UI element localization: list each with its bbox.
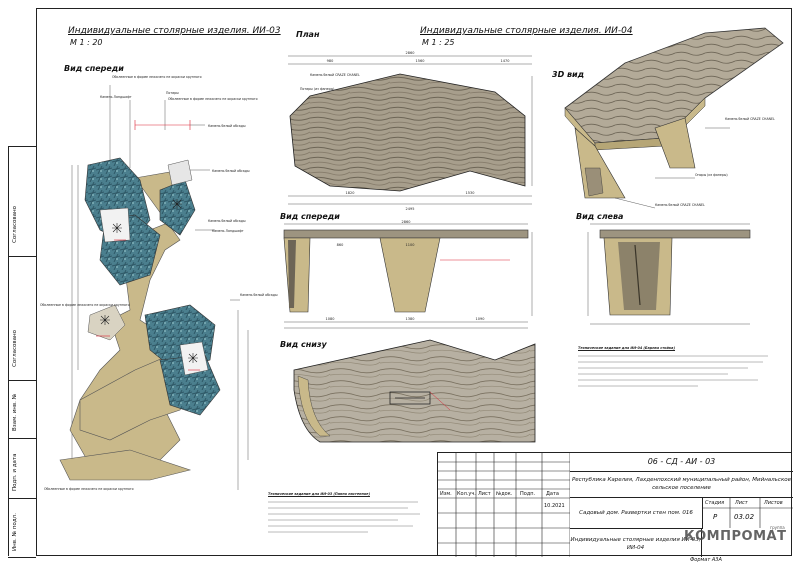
ii03-label-0: Обклеенные в форме лежачего не окраски крупного <box>112 75 202 79</box>
left-view-front-title: Вид спереди <box>64 64 124 73</box>
plan-dim-5: 1530 <box>465 191 475 195</box>
inv-vz-cell <box>8 380 36 439</box>
stage-header: Стадия <box>705 500 725 506</box>
plan-dim-3: 1470 <box>500 59 510 63</box>
inv-vz-label: Взам. инв. № <box>12 393 18 431</box>
plan-dim-4: 1820 <box>345 191 355 195</box>
title-block <box>437 452 792 556</box>
3d-label-2: Камень белый CRAZE CHANEL <box>655 203 705 207</box>
agreed-cell-2 <box>8 256 36 381</box>
ii03-notes-lines <box>268 497 428 537</box>
sheets-header: Листов <box>764 500 783 506</box>
plan-title: План <box>296 30 320 39</box>
col-izm: Изм. <box>440 491 452 497</box>
stamp-address: Республика Карелия, Лахденпохский муниципальный район, Мийнальское сельское поселение <box>570 471 793 498</box>
front-view-drawing <box>270 220 540 335</box>
front-dim-2: 1100 <box>405 243 415 247</box>
plan-label-1: Потиры (из фанеры) <box>300 87 335 91</box>
front-dim-0: 2860 <box>401 220 411 224</box>
inv-podl-cell <box>8 498 36 558</box>
inv-podl-label: Инв. № подл. <box>12 513 18 551</box>
ii03-label-8: Камень белый обсады <box>240 293 278 297</box>
ii03-label-4: Камень белый обсады <box>208 124 246 128</box>
agreed-label-1: Согласовано <box>12 206 18 243</box>
view-3d-title: 3D вид <box>552 70 585 79</box>
ii03-label-6: Камень белый обсады <box>212 169 250 173</box>
bottom-view-drawing <box>280 330 550 450</box>
ii03-label-7: Камень белый обсады <box>208 219 246 223</box>
col-podp: Подп. <box>520 491 536 497</box>
ii04-notes-title: Технические задание для ИИ-04 (Барная стойка) <box>578 346 676 350</box>
podp-cell <box>8 438 36 499</box>
col-list: Лист <box>478 491 491 497</box>
plan-drawing <box>270 46 550 216</box>
left-title: Индивидуальные столярные изделия. ИИ-03 <box>68 26 281 36</box>
3d-label-0: Камень белый CRAZE CHANEL <box>725 117 775 121</box>
ii03-label-9: Обклеенные в форме лежачего не окраски крупного <box>40 303 130 307</box>
sheet-value: 03.02 <box>734 513 755 521</box>
ii03-notes <box>268 492 428 541</box>
front-dim-5: 1090 <box>475 317 485 321</box>
left-view-drawing <box>580 220 760 335</box>
front-dim-1: 860 <box>336 243 344 247</box>
ii03-label-5: Камень Ландшафт <box>212 229 244 233</box>
ii03-label-10: Обклеенные в форме лежачего не окраски крупного <box>44 487 134 491</box>
watermark: КОМПРОМАТ <box>684 529 787 544</box>
plan-dim-6: 2495 <box>405 207 415 211</box>
podp-label: Подп. и дата <box>12 453 18 491</box>
left-scale: М 1 : 20 <box>70 38 103 47</box>
stage-value: Р <box>713 513 718 521</box>
stamp-drawing: Индивидуальные столярные изделия ИИ-03, ИИ-04 <box>570 528 702 557</box>
ii03-label-3: Обклеенные в форме лежачего не окраски крупного <box>168 97 258 101</box>
view-3d-drawing <box>555 18 787 218</box>
left-view-title: Вид слева <box>576 212 624 221</box>
col-data: Дата <box>546 491 559 497</box>
front-dim-4: 1380 <box>405 317 415 321</box>
watermark-small: группа <box>770 525 785 530</box>
stamp-code: 06 - СД - АИ - 03 <box>570 453 793 472</box>
col-kol: Кол.уч. <box>457 491 476 497</box>
agreed-label-2: Согласовано <box>12 330 18 367</box>
ii03-label-2: Потиры <box>166 91 179 95</box>
plan-dim-1: 980 <box>326 59 334 63</box>
agreed-cell-1 <box>8 146 36 257</box>
3d-label-1: Опоры (из фанеры) <box>695 173 728 177</box>
plan-dim-0: 2860 <box>405 51 415 55</box>
plan-dim-2: 1560 <box>415 59 425 63</box>
front-view-title: Вид спереди <box>280 212 340 221</box>
stamp-object: Садовый дом. Развертки стен пом. 016 <box>570 498 703 529</box>
sheet-header: Лист <box>735 500 748 506</box>
format-label: Формат А3А <box>690 557 722 563</box>
plan-label-0: Камень белый CRAZE CHANEL <box>310 73 360 77</box>
ii04-notes <box>578 346 778 397</box>
stamp-date: 10.2021 <box>544 503 565 509</box>
ii04-notes-lines <box>578 351 778 393</box>
bottom-view-title: Вид снизу <box>280 340 327 349</box>
right-scale: М 1 : 25 <box>422 38 455 47</box>
col-ndok: №док. <box>496 491 513 497</box>
right-title: Индивидуальные столярные изделия. ИИ-04 <box>420 26 633 36</box>
ii03-label-1: Камень Ландшафт <box>100 95 132 99</box>
ii03-notes-title: Технические задание для ИИ-03 (Панно настенное) <box>268 492 370 496</box>
panel-ii03-drawing <box>40 70 290 510</box>
front-dim-3: 1080 <box>325 317 335 321</box>
